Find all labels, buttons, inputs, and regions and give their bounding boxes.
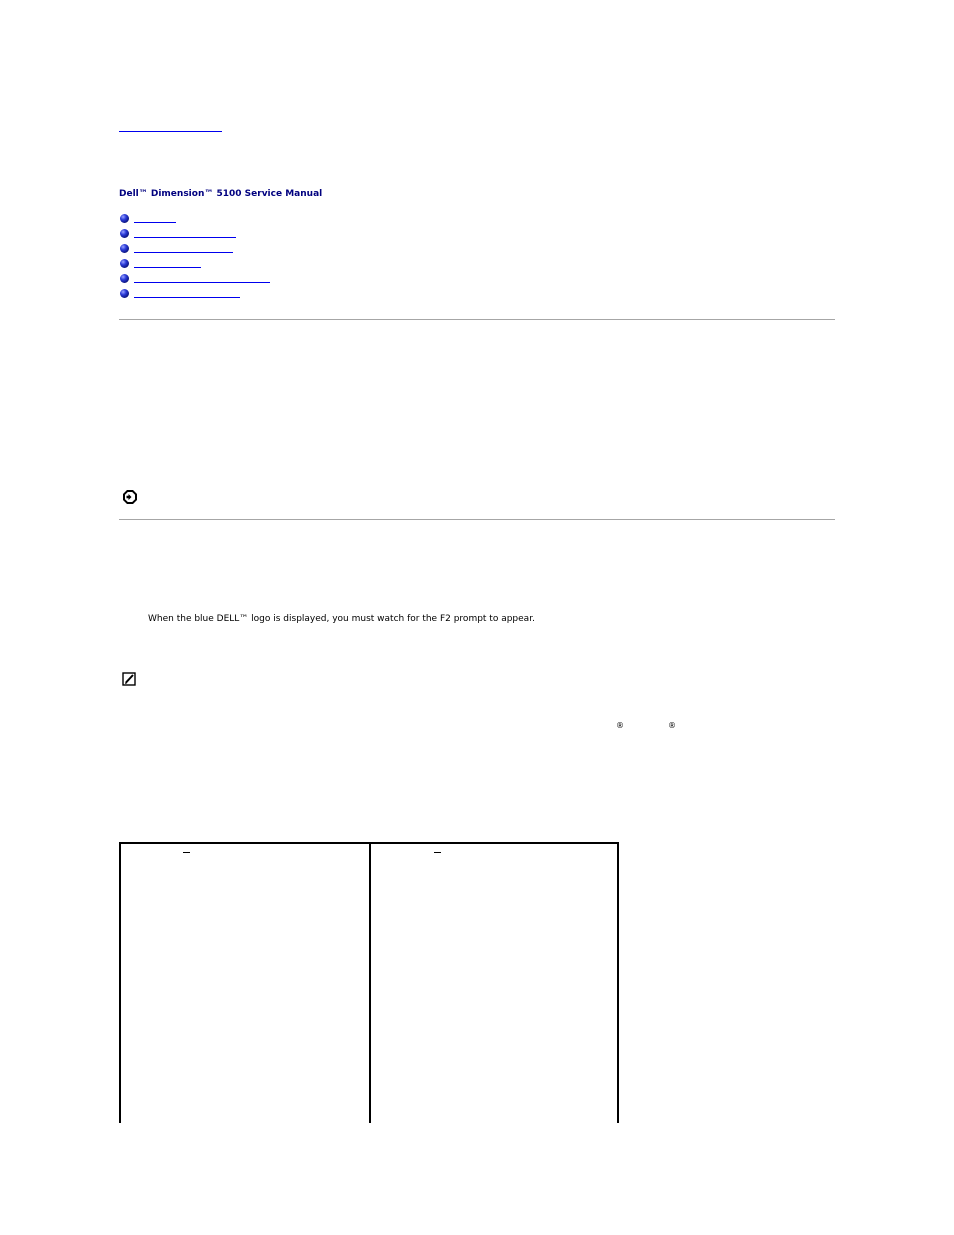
bullet-icon bbox=[120, 229, 129, 238]
notice-icon bbox=[122, 489, 138, 505]
f2-prompt-text: When the blue DELL™ logo is displayed, you must watch for the F2 prompt to appear. bbox=[148, 614, 535, 624]
bullet-icon bbox=[120, 244, 129, 253]
table-column-divider bbox=[369, 844, 371, 1123]
bullet-icon bbox=[120, 214, 129, 223]
cell-dash bbox=[434, 852, 441, 853]
cell-dash bbox=[183, 852, 190, 853]
registered-mark: ® bbox=[668, 721, 676, 730]
bullet-icon bbox=[120, 259, 129, 268]
section-divider bbox=[119, 319, 835, 320]
section-divider bbox=[119, 519, 835, 520]
toc-link[interactable] bbox=[134, 282, 270, 283]
keystroke-table bbox=[119, 842, 619, 1123]
toc-link[interactable] bbox=[134, 237, 236, 238]
toc-link[interactable] bbox=[134, 252, 233, 253]
bullet-icon bbox=[120, 289, 129, 298]
toc-link[interactable] bbox=[134, 297, 240, 298]
top-link[interactable] bbox=[119, 131, 222, 132]
note-pencil-icon bbox=[122, 672, 136, 686]
bullet-icon bbox=[120, 274, 129, 283]
registered-mark: ® bbox=[616, 721, 624, 730]
manual-title: Dell™ Dimension™ 5100 Service Manual bbox=[119, 189, 323, 199]
toc-link[interactable] bbox=[134, 222, 176, 223]
toc-link[interactable] bbox=[134, 267, 201, 268]
